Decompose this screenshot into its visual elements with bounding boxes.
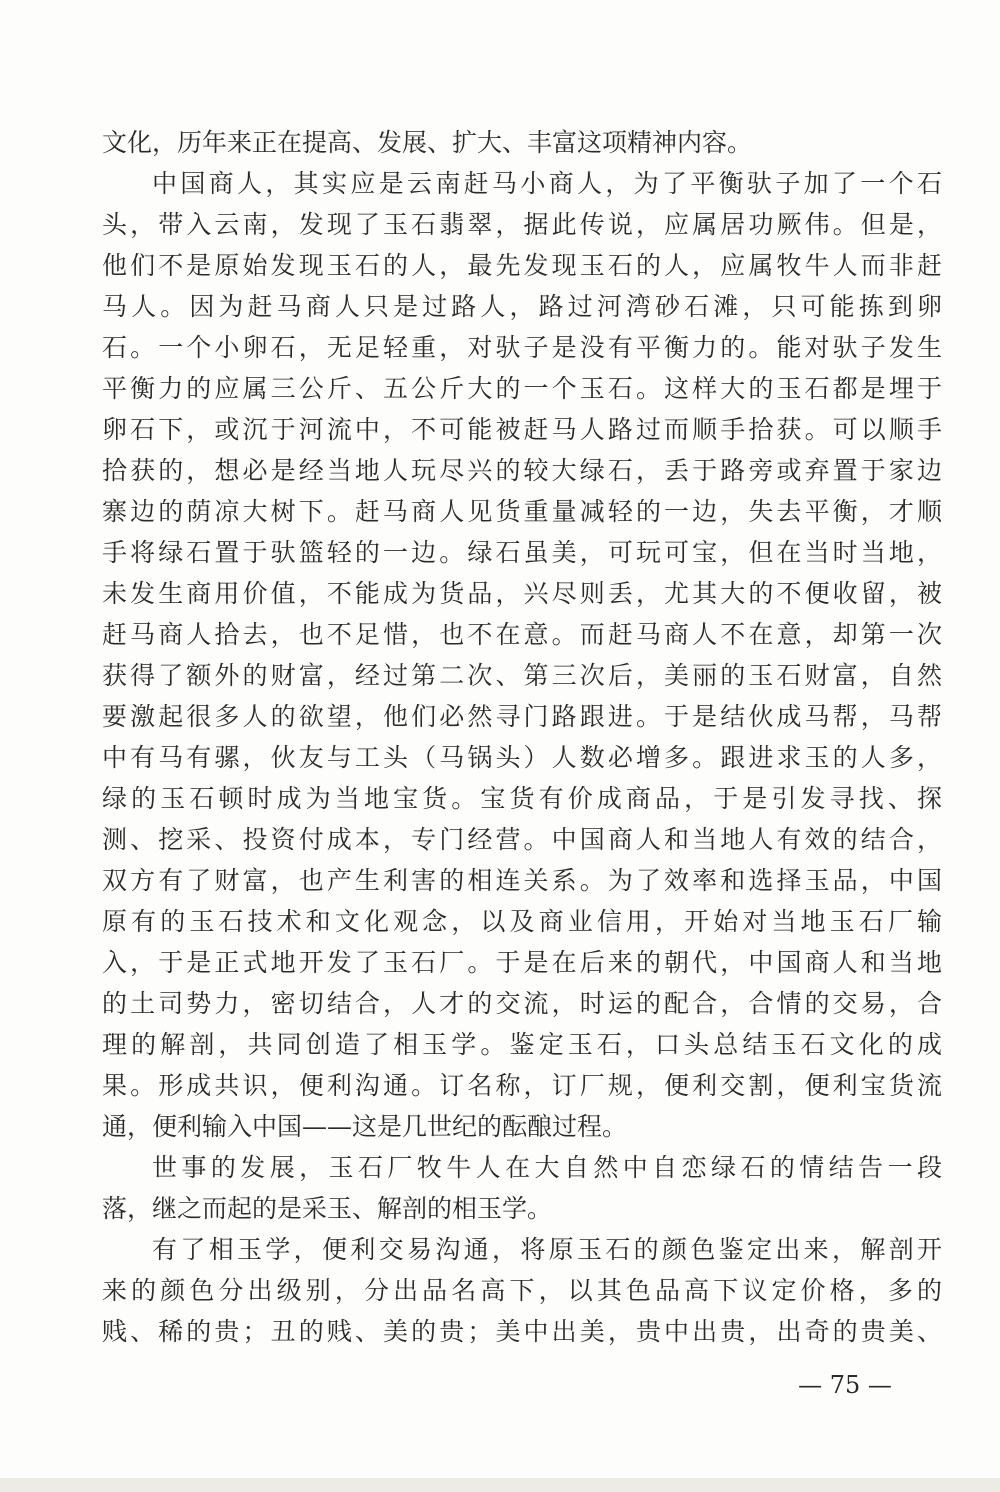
text-line: 绿的玉石顿时成为当地宝货。宝货有价成商品，于是引发寻找、探 [102,784,942,813]
text-line: 寨边的荫凉大树下。赶马商人见货重量减轻的一边，失去平衡，才顺 [102,497,942,526]
text-line: 果。形成共识，便利沟通。订名称，订厂规，便利交割，便利宝货流 [102,1071,942,1100]
text-line: 获得了额外的财富，经过第二次、第三次后，美丽的玉石财富，自然 [102,661,942,690]
text-line: 要激起很多人的欲望，他们必然寻门路跟进。于是结伙成马帮，马帮 [102,702,942,731]
text-line: 赶马商人拾去，也不足惜，也不在意。而赶马商人不在意，却第一次 [102,620,942,649]
page-number: — 75 — [798,1371,892,1399]
text-line: 中有马有骡，伙友与工头（马锅头）人数必增多。跟进求玉的人多， [102,743,942,772]
text-line: 文化，历年来正在提高、发展、扩大、丰富这项精神内容。 [102,128,753,157]
text-line: 石。一个小卵石，无足轻重，对驮子是没有平衡力的。能对驮子发生 [102,333,942,362]
text-line: 他们不是原始发现玉石的人，最先发现玉石的人，应属牧牛人而非赶 [102,251,942,280]
text-line: 双方有了财富，也产生利害的相连关系。为了效率和选择玉品，中国 [102,866,942,895]
text-line: 马人。因为赶马商人只是过路人，路过河湾砂石滩，只可能拣到卵 [102,292,942,321]
text-line: 未发生商用价值，不能成为货品，兴尽则丢，尤其大的不便收留，被 [102,579,942,608]
text-line: 卵石下，或沉于河流中，不可能被赶马人路过而顺手拾获。可以顺手 [102,415,942,444]
page-bottom-edge [0,1478,1000,1492]
text-line: 落，继之而起的是采玉、解剖的相玉学。 [102,1194,553,1223]
text-line: 有了相玉学，便利交易沟通，将原玉石的颜色鉴定出来，解剖开 [152,1235,942,1264]
text-line: 测、挖采、投资付成本，专门经营。中国商人和当地人有效的结合， [102,825,942,854]
text-line: 来的颜色分出级别，分出品名高下，以其色品高下议定价格，多的 [102,1276,942,1305]
text-line: 入，于是正式地开发了玉石厂。于是在后来的朝代，中国商人和当地 [102,948,942,977]
text-line: 头，带入云南，发现了玉石翡翠，据此传说，应属居功厥伟。但是， [102,210,942,239]
text-line: 贱、稀的贵；丑的贱、美的贵；美中出美，贵中出贵，出奇的贵美、 [102,1317,942,1346]
text-line: 拾获的，想必是经当地人玩尽兴的较大绿石，丢于路旁或弃置于家边 [102,456,942,485]
text-line: 原有的玉石技术和文化观念，以及商业信用，开始对当地玉石厂输 [102,907,942,936]
text-line: 中国商人，其实应是云南赶马小商人，为了平衡驮子加了一个石 [152,169,942,198]
text-line: 手将绿石置于驮篮轻的一边。绿石虽美，可玩可宝，但在当时当地， [102,538,942,567]
text-line: 通，便利输入中国——这是几世纪的酝酿过程。 [102,1112,628,1141]
text-line: 平衡力的应属三公斤、五公斤大的一个玉石。这样大的玉石都是埋于 [102,374,942,403]
text-line: 的土司势力，密切结合，人才的交流，时运的配合，合情的交易，合 [102,989,942,1018]
body-text [102,122,942,1352]
text-line: 世事的发展，玉石厂牧牛人在大自然中自恋绿石的情结告一段 [152,1153,942,1182]
text-line: 理的解剖，共同创造了相玉学。鉴定玉石，口头总结玉石文化的成 [102,1030,942,1059]
